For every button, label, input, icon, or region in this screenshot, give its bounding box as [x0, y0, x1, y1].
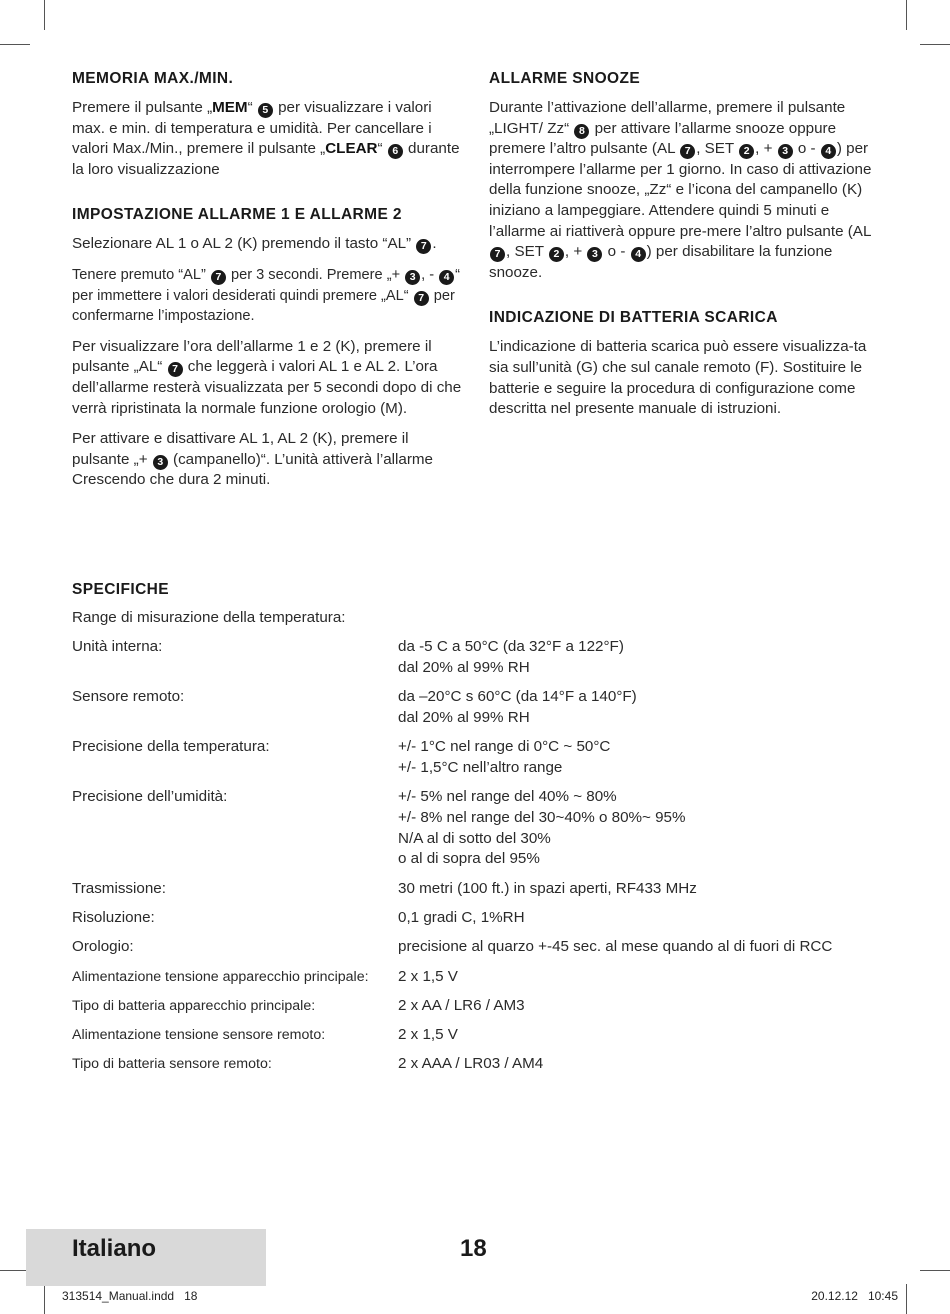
button-number-badge: 7 — [414, 291, 429, 306]
snooze-heading: ALLARME SNOOZE — [489, 70, 641, 87]
spec-row — [72, 937, 892, 958]
spec-value-line: +/- 5% nel range del 40% ~ 80% — [398, 788, 617, 806]
crop-mark-top-left-h — [0, 44, 30, 45]
print-slug-date: 20.12.12 10:45 — [811, 1289, 898, 1303]
button-number-badge: 3 — [405, 270, 420, 285]
button-number-badge: 7 — [416, 239, 431, 254]
spec-label: Sensore remoto: — [72, 688, 185, 706]
button-number-badge: 3 — [153, 455, 168, 470]
button-number-badge: 2 — [739, 144, 754, 159]
memoria-heading: MEMORIA MAX./MIN. — [72, 70, 234, 87]
alarm-setting-heading: IMPOSTAZIONE ALLARME 1 E ALLARME 2 — [72, 206, 402, 224]
crop-mark-bottom-right-v — [906, 1284, 907, 1314]
crop-mark-top-left-v — [44, 0, 45, 30]
spec-label: Alimentazione tensione apparecchio principale: — [72, 968, 369, 985]
spec-row — [72, 787, 892, 870]
spec-row — [72, 908, 892, 929]
spec-value-line: o al di sopra del 95% — [398, 850, 540, 868]
spec-values — [398, 908, 892, 929]
spec-label: Risoluzione: — [72, 909, 155, 926]
alarm-paragraph-4: Per attivare e disattivare AL 1, AL 2 (K), premere il pulsante „+ 3 (campanello)“. L’unità attiverà l’allarme Crescendo che dura 2 minuti. — [72, 430, 434, 489]
spec-row — [72, 967, 892, 988]
crop-mark-bottom-right-h — [920, 1270, 950, 1271]
button-number-badge: 4 — [631, 247, 646, 262]
right-column — [489, 70, 879, 420]
spec-values — [398, 996, 892, 1017]
spec-values — [398, 787, 892, 870]
spec-values — [398, 737, 892, 778]
spec-row — [72, 737, 892, 778]
spec-label: Orologio: — [72, 938, 134, 956]
spec-value-line: 2 x AAA / LR03 / AM4 — [398, 1055, 544, 1073]
spec-value-line: dal 20% al 99% RH — [398, 659, 530, 676]
spec-value-line: da -5 C a 50°C (da 32°F a 122°F) — [398, 638, 624, 656]
spec-row — [72, 996, 892, 1017]
spec-value-line: +/- 8% nel range del 30~40% o 80%~ 95% — [398, 809, 686, 826]
button-number-badge: 3 — [778, 144, 793, 159]
spec-value-line: da –20°C s 60°C (da 14°F a 140°F) — [398, 688, 637, 706]
spec-values — [398, 937, 892, 958]
footer-language: Italiano — [72, 1235, 157, 1262]
button-number-badge: 3 — [587, 247, 602, 262]
crop-mark-bottom-left-v — [44, 1284, 45, 1314]
button-number-badge: 7 — [168, 362, 183, 377]
spec-values — [398, 687, 892, 728]
spec-values — [398, 1025, 892, 1046]
spec-value-line: 0,1 gradi C, 1%RH — [398, 909, 525, 926]
battery-paragraph: L’indicazione di batteria scarica può essere visualizza-ta sia sull’unità (G) che sul canale remoto (F). Sostituire le batterie e seguire la procedura di configurazione come descritta nel presente manuale di istruzioni. — [489, 338, 867, 418]
alarm-paragraph-3: Per visualizzare l’ora dell’allarme 1 e 2 (K), premere il pulsante „AL“ 7 che leggerà i valori AL 1 e AL 2. L’ora dell’allarme resterà visualizzata per 5 secondi dopo di che verrà ripristinata la normale funzione orologio (M). — [72, 337, 462, 417]
spec-values — [398, 879, 892, 900]
button-number-badge: 4 — [439, 270, 454, 285]
button-number-badge: 7 — [490, 247, 505, 262]
button-number-badge: 6 — [388, 144, 403, 159]
spec-label: Trasmissione: — [72, 879, 166, 897]
left-column — [72, 70, 462, 491]
spec-value-line: +/- 1°C nel range di 0°C ~ 50°C — [398, 738, 611, 756]
spec-value-line: 30 metri (100 ft.) in spazi aperti, RF433 MHz — [398, 879, 697, 897]
button-number-badge: 7 — [680, 144, 695, 159]
spec-row — [72, 1025, 892, 1046]
spec-label: Precisione della temperatura: — [72, 738, 270, 756]
crop-mark-top-right-h — [920, 44, 950, 45]
specs-heading: SPECIFICHE — [72, 581, 170, 598]
print-slug-file: 313514_Manual.indd 18 — [62, 1289, 198, 1303]
spec-values — [398, 637, 892, 678]
spec-label: Tipo di batteria apparecchio principale: — [72, 997, 316, 1014]
memoria-paragraph: Premere il pulsante „MEM“ 5 per visualizzare i valori max. e min. di temperatura e umidità. Per cancellare i valori Max./Min., premere il pulsante „CLEAR“ 6 durante la loro visualizzazione — [72, 99, 460, 178]
specs-range-intro: Range di misurazione della temperatura: — [72, 609, 346, 626]
button-number-badge: 8 — [574, 124, 589, 139]
spec-row — [72, 879, 892, 900]
spec-value-line: 2 x 1,5 V — [398, 967, 458, 985]
page-number: 18 — [460, 1235, 487, 1262]
snooze-paragraph: Durante l’attivazione dell’allarme, premere il pulsante „LIGHT/ Zz“ 8 per attivare l’allarme snooze oppure premere l’altro pulsante (AL 7 , SET 2 , + 3 o - 4 ) per interrompere l’allarme per 1 giorno. In caso di attivazione della funzione snooze, „Zz“ e l’icona del campanello (K) iniziano a lampeggiare. Attendere quindi 5 minuti e l’allarme ai riattiverà oppure pre-mere l’altro pulsante (AL 7 , SET 2 , + 3 o - 4 ) per disabilitare la funzione snooze. — [489, 99, 872, 281]
spec-row — [72, 637, 892, 678]
spec-value-line: N/A al di sotto del 30% — [398, 829, 551, 847]
button-number-badge: 4 — [821, 144, 836, 159]
spec-values — [398, 967, 892, 988]
spec-label: Unità interna: — [72, 638, 163, 656]
spec-value-line: 2 x 1,5 V — [398, 1026, 458, 1044]
spec-label: Alimentazione tensione sensore remoto: — [72, 1027, 326, 1044]
spec-row — [72, 1054, 892, 1075]
spec-value-line: 2 x AA / LR6 / AM3 — [398, 996, 525, 1014]
spec-row — [72, 687, 892, 728]
spec-value-line: precisione al quarzo +-45 sec. al mese quando al di fuori di RCC — [398, 938, 833, 956]
spec-label: Tipo di batteria sensore remoto: — [72, 1056, 272, 1073]
crop-mark-top-right-v — [906, 0, 907, 30]
button-number-badge: 2 — [549, 247, 564, 262]
button-number-badge: 7 — [211, 270, 226, 285]
spec-label: Precisione dell’umidità: — [72, 788, 228, 806]
alarm-paragraph-1: Selezionare AL 1 o AL 2 (K) premendo il tasto “AL” 7 . — [72, 235, 437, 253]
alarm-paragraph-2: Tenere premuto “AL” 7 per 3 secondi. Premere „+ 3 , - 4 “ per immettere i valori desiderati quindi premere „AL“ 7 per confermarne l’impostazione. — [72, 266, 461, 325]
spec-value-line: dal 20% al 99% RH — [398, 709, 530, 726]
specs-section — [72, 581, 892, 1084]
button-number-badge: 5 — [258, 103, 273, 118]
spec-value-line: +/- 1,5°C nell’altro range — [398, 759, 563, 776]
battery-heading: INDICAZIONE DI BATTERIA SCARICA — [489, 309, 778, 327]
spec-values — [398, 1054, 892, 1075]
specs-table — [72, 637, 892, 1075]
